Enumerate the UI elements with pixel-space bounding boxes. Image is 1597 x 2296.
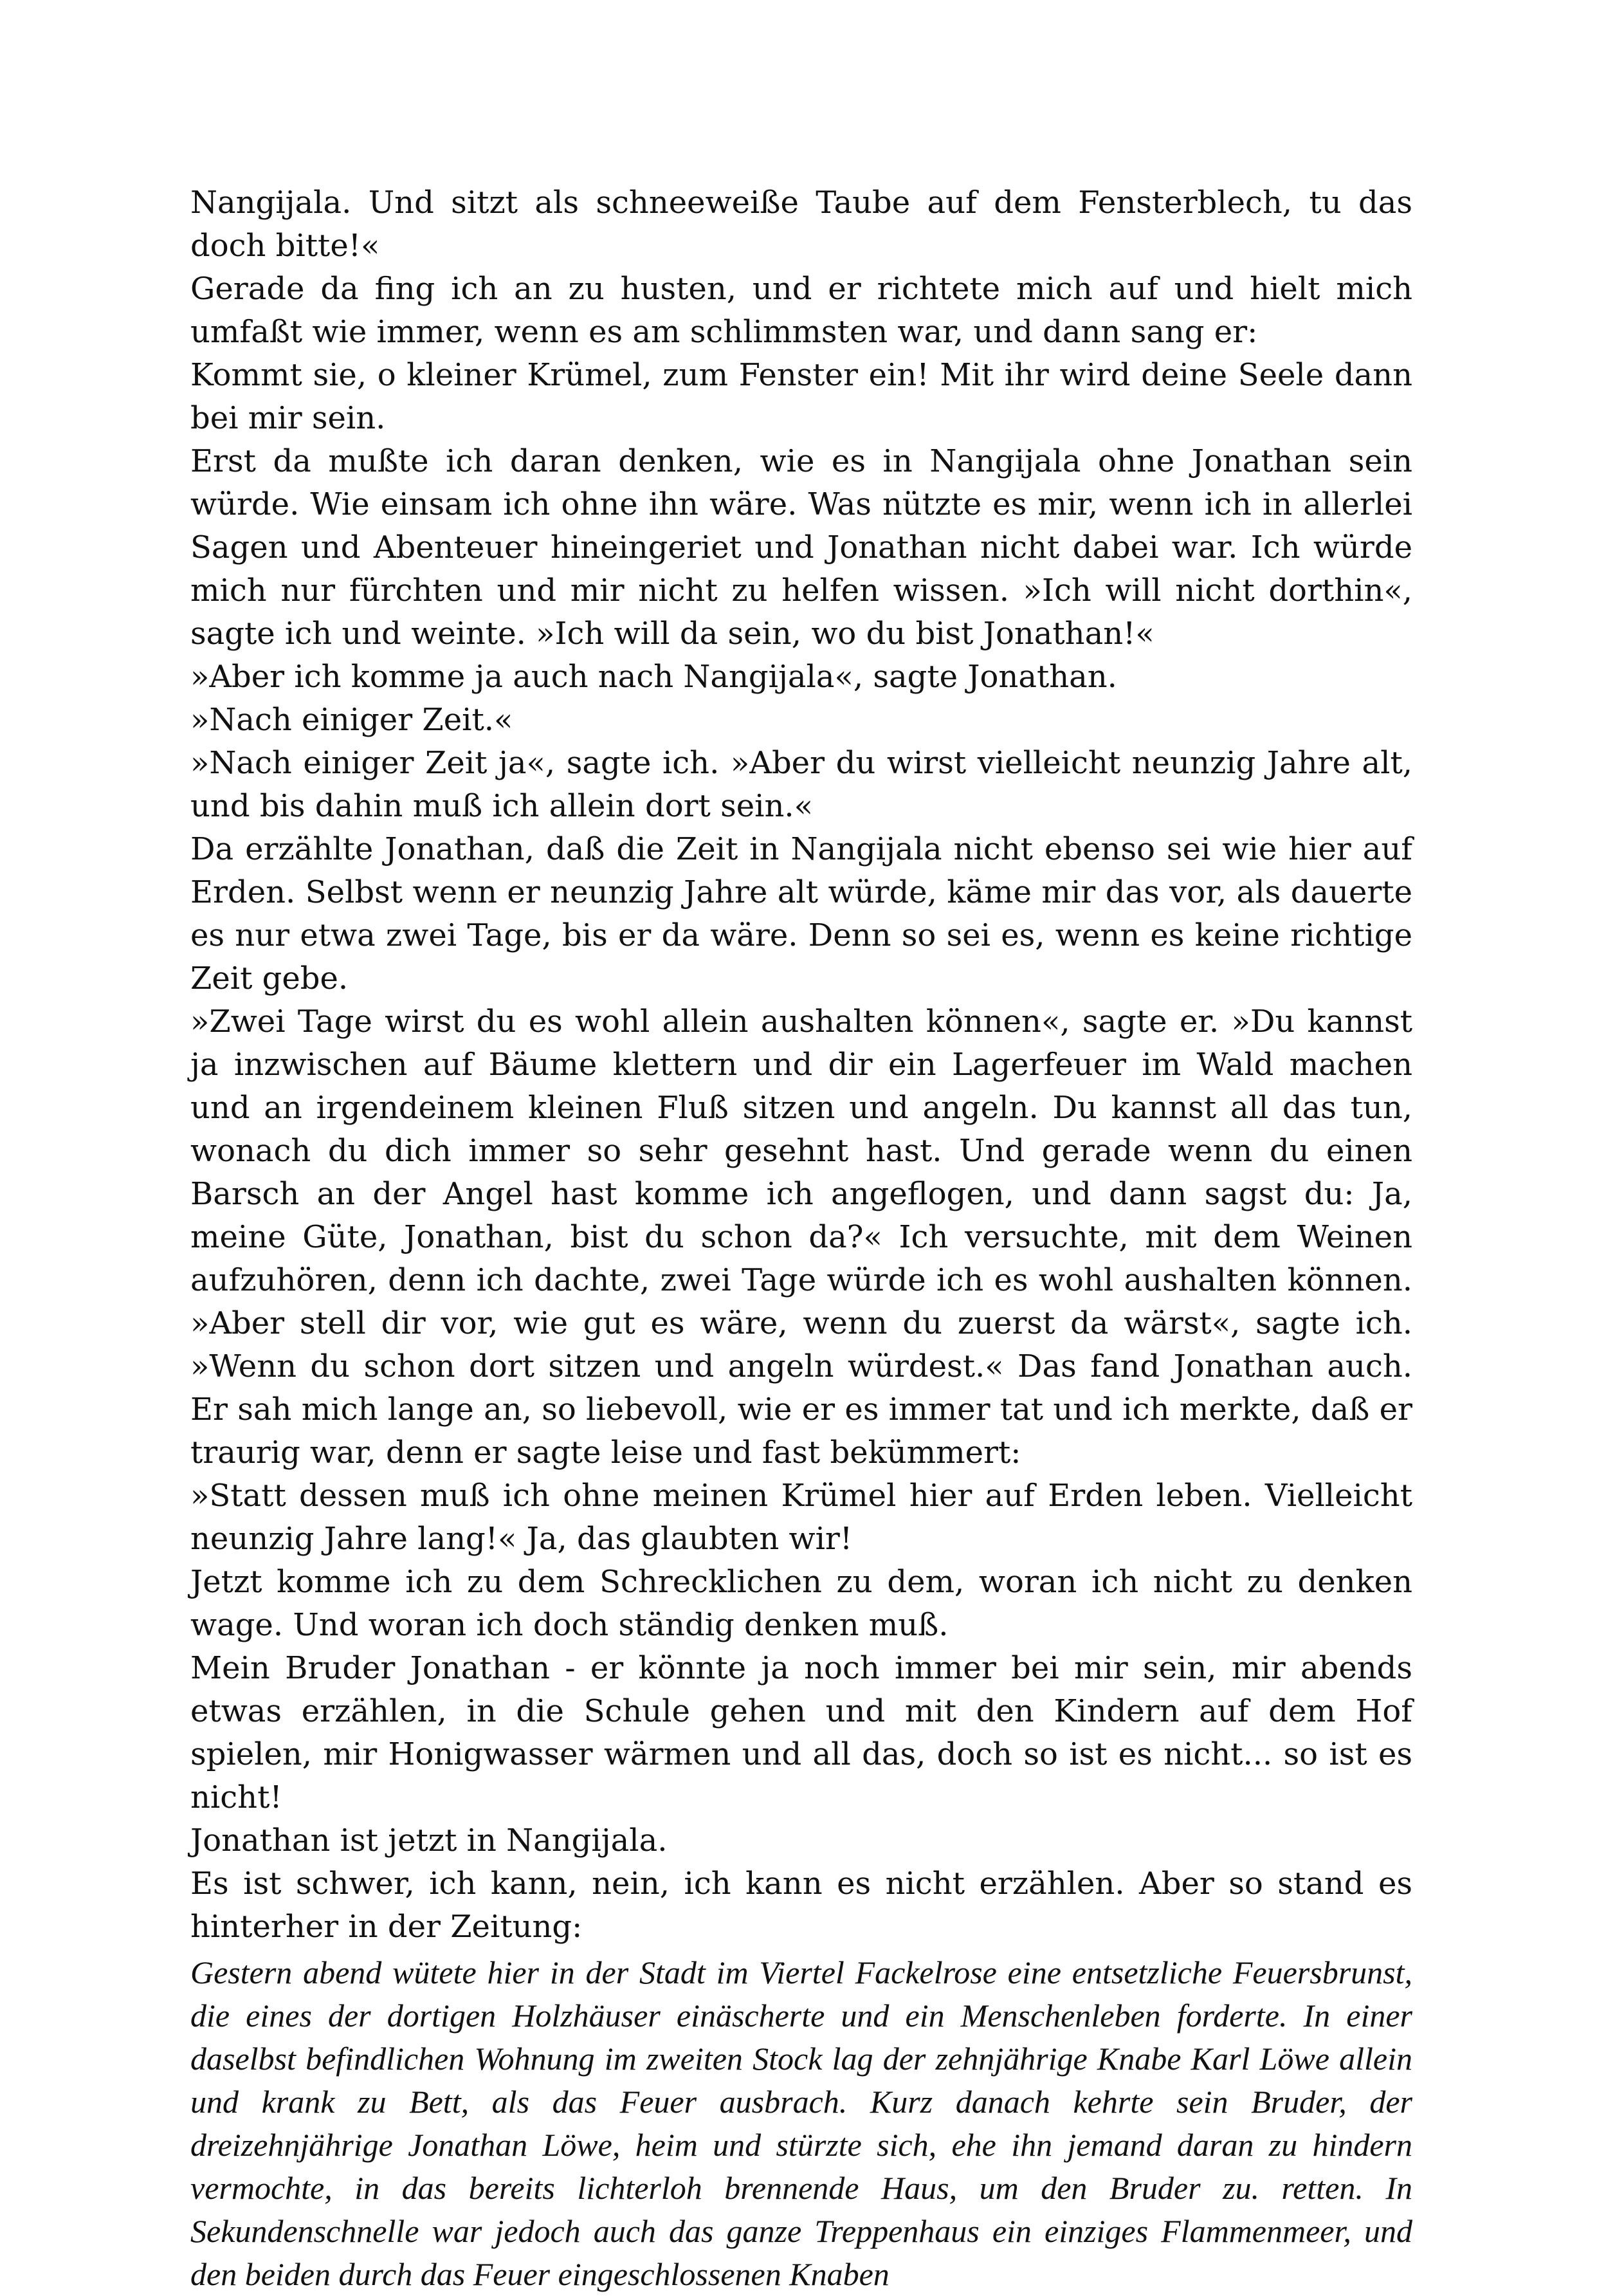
paragraph: Nangijala. Und sitzt als schneeweiße Taube auf dem Fensterblech, tu das doch bitte!« <box>190 185 1412 264</box>
paragraph: »Aber ich komme ja auch nach Nangijala«, sagte Jonathan. <box>190 659 1117 695</box>
paragraph: Erst da mußte ich daran denken, wie es in Nangijala ohne Jonathan sein würde. Wie einsam ich ohne ihn wäre. Was nützte es mir, wenn ich in allerlei Sagen und Abenteuer hineingeriet und Jonathan nicht dabei war. Ich würde mich nur fürchten und mir nicht zu helfen wissen. »Ich will nicht dorthin«, sagte ich und weinte. »Ich will da sein, wo du bist Jonathan!« <box>190 443 1412 652</box>
paragraph: Es ist schwer, ich kann, nein, ich kann es nicht erzählen. Aber so stand es hinterher in der Zeitung: <box>190 1866 1412 1945</box>
paragraph: Gerade da fing ich an zu husten, und er richtete mich auf und hielt mich umfaßt wie immer, wenn es am schlimmsten war, und dann sang er: <box>190 271 1412 350</box>
paragraph: »Statt dessen muß ich ohne meinen Krümel hier auf Erden leben. Vielleicht neunzig Jahre lang!« Ja, das glaubten wir! <box>190 1478 1412 1557</box>
newspaper-excerpt: Gestern abend wütete hier in der Stadt im Viertel Fackelrose eine entsetzliche Feuersbrunst, die eines der dortigen Holzhäuser einäscherte und ein Menschenleben forderte. In einer daselbst befindlichen Wohnung im zweiten Stock lag der zehnjährige Knabe Karl Löwe allein und krank zu Bett, als das Feuer ausbrach. Kurz danach kehrte sein Bruder, der dreizehnjährige Jonathan Löwe, heim und stürzte sich, ehe ihn jemand daran zu hindern vermochte, in das bereits lichterloh brennende Haus, um den Bruder zu. retten. In Sekundenschnelle war jedoch auch das ganze Treppenhaus ein einziges Flammenmeer, und den beiden durch das Feuer eingeschlossenen Knaben <box>190 1954 1412 2292</box>
body-text <box>190 181 1412 2296</box>
paragraph: »Nach einiger Zeit ja«, sagte ich. »Aber du wirst vielleicht neunzig Jahre alt, und bis dahin muß ich allein dort sein.« <box>190 745 1412 824</box>
paragraph: Jonathan ist jetzt in Nangijala. <box>190 1823 668 1859</box>
paragraph: Jetzt komme ich zu dem Schrecklichen zu dem, woran ich nicht zu denken wage. Und woran ich doch ständig denken muß. <box>190 1564 1412 1643</box>
paragraph: »Zwei Tage wirst du es wohl allein aushalten können«, sagte er. »Du kannst ja inzwischen auf Bäume klettern und dir ein Lagerfeuer im Wald machen und an irgendeinem kleinen Fluß sitzen und angeln. Du kannst all das tun, wonach du dich immer so sehr gesehnt hast. Und gerade wenn du einen Barsch an der Angel hast komme ich angeflogen, und dann sagst du: Ja, meine Güte, Jonathan, bist du schon da?« Ich versuchte, mit dem Weinen aufzuhören, denn ich dachte, zwei Tage würde ich es wohl aushalten können. »Aber stell dir vor, wie gut es wäre, wenn du zuerst da wärst«, sagte ich. »Wenn du schon dort sitzen und angeln würdest.« Das fand Jonathan auch. Er sah mich lange an, so liebevoll, wie er es immer tat und ich merkte, daß er traurig war, denn er sagte leise und fast bekümmert: <box>190 1004 1412 1471</box>
paragraph: Da erzählte Jonathan, daß die Zeit in Nangijala nicht ebenso sei wie hier auf Erden. Selbst wenn er neunzig Jahre alt würde, käme mir das vor, als dauerte es nur etwa zwei Tage, bis er da wäre. Denn so sei es, wenn es keine richtige Zeit gebe. <box>190 831 1412 996</box>
paragraph: »Nach einiger Zeit.« <box>190 702 513 738</box>
paragraph: Mein Bruder Jonathan - er könnte ja noch immer bei mir sein, mir abends etwas erzählen, in die Schule gehen und mit den Kindern auf dem Hof spielen, mir Honigwasser wärmen und all das, doch so ist es nicht... so ist es nicht! <box>190 1650 1412 1815</box>
paragraph: Kommt sie, o kleiner Krümel, zum Fenster ein! Mit ihr wird deine Seele dann bei mir sein. <box>190 357 1412 436</box>
